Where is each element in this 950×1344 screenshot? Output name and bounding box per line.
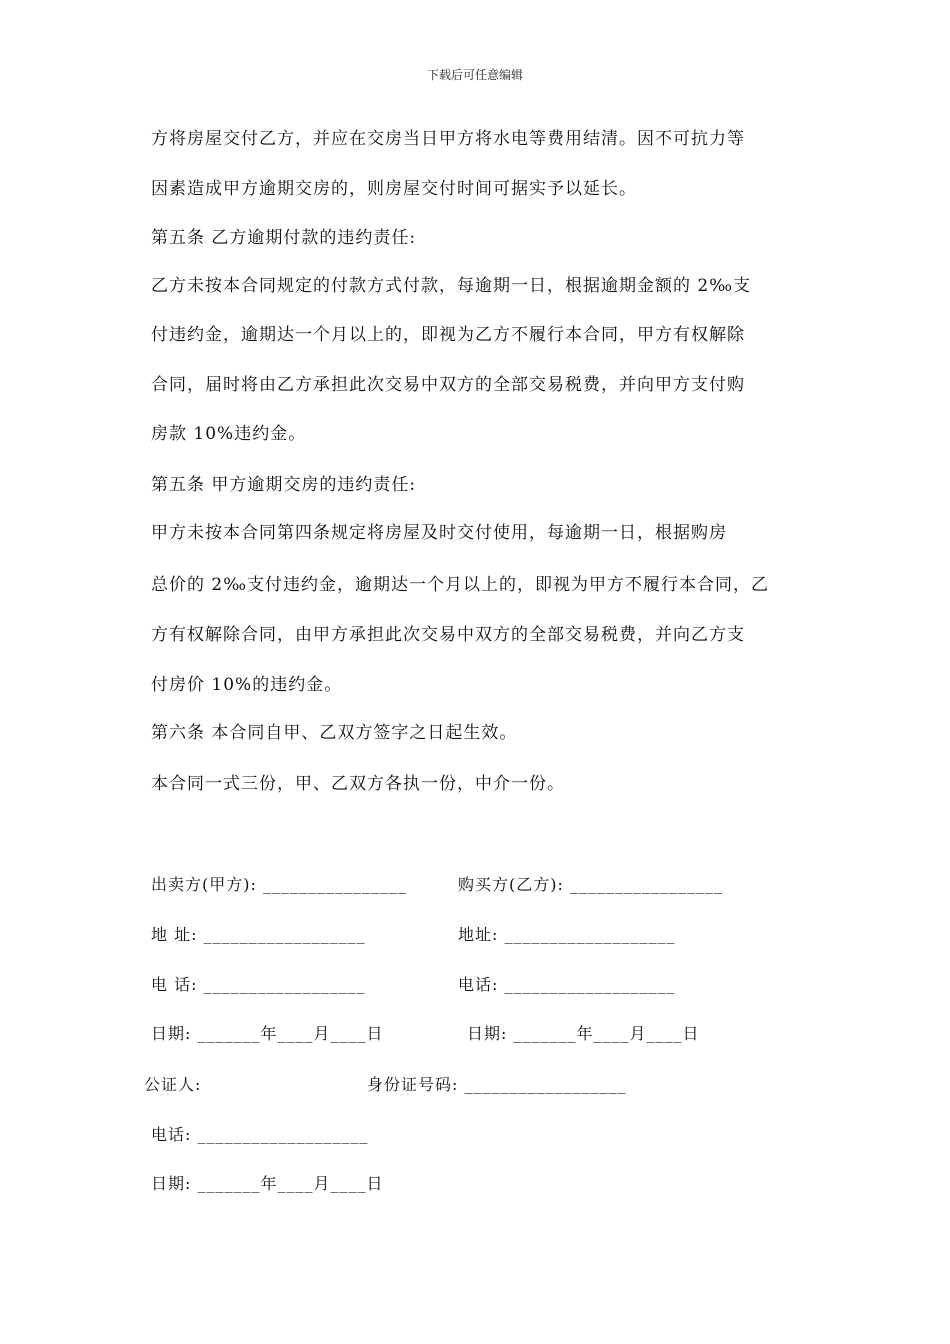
notary-id-field: 身份证号码: __________________ [367,1075,627,1094]
paragraph-line: 乙方未按本合同规定的付款方式付款，每逾期一日，根据逾期金额的 2‰支 [151,276,752,296]
paragraph-line: 本合同一式三份，甲、乙双方各执一份，中介一份。 [151,774,565,794]
buyer-date-field: 日期: _______年____月____日 [467,1024,700,1043]
paragraph-line: 付房价 10%的违约金。 [151,675,343,695]
paragraph-line: 甲方未按本合同第四条规定将房屋及时交付使用，每逾期一日，根据购房 [151,523,727,543]
paragraph-line: 方将房屋交付乙方，并应在交房当日甲方将水电等费用结清。因不可抗力等 [151,129,745,149]
seller-address-field: 地 址: __________________ [151,925,366,944]
notary-date-field: 日期: _______年____月____日 [151,1174,384,1193]
page-header: 下载后可任意编辑 [426,68,523,82]
notary-phone-field: 电话: ___________________ [151,1125,369,1144]
seller-field: 出卖方(甲方): ________________ [151,875,407,894]
seller-phone-field: 电 话: __________________ [151,975,366,994]
paragraph-line: 因素造成甲方逾期交房的，则房屋交付时间可据实予以延长。 [151,179,637,199]
article-heading: 第六条 本合同自甲、乙双方签字之日起生效。 [151,723,518,743]
buyer-field: 购买方(乙方): _________________ [458,875,723,894]
paragraph-line: 总价的 2‰支付违约金，逾期达一个月以上的，即视为甲方不履行本合同，乙 [151,575,770,595]
buyer-phone-field: 电话: ___________________ [458,975,676,994]
seller-date-field: 日期: _______年____月____日 [151,1024,384,1043]
paragraph-line: 合同，届时将由乙方承担此次交易中双方的全部交易税费，并向甲方支付购 [151,375,745,395]
paragraph-line: 房款 10%违约金。 [151,424,307,444]
notary-field: 公证人: [144,1075,202,1094]
buyer-address-field: 地址: ___________________ [458,925,676,944]
paragraph-line: 方有权解除合同，由甲方承担此次交易中双方的全部交易税费，并向乙方支 [151,625,745,645]
paragraph-line: 付违约金，逾期达一个月以上的，即视为乙方不履行本合同，甲方有权解除 [151,325,745,345]
article-heading: 第五条 甲方逾期交房的违约责任: [151,475,417,495]
article-heading: 第五条 乙方逾期付款的违约责任: [151,228,417,248]
